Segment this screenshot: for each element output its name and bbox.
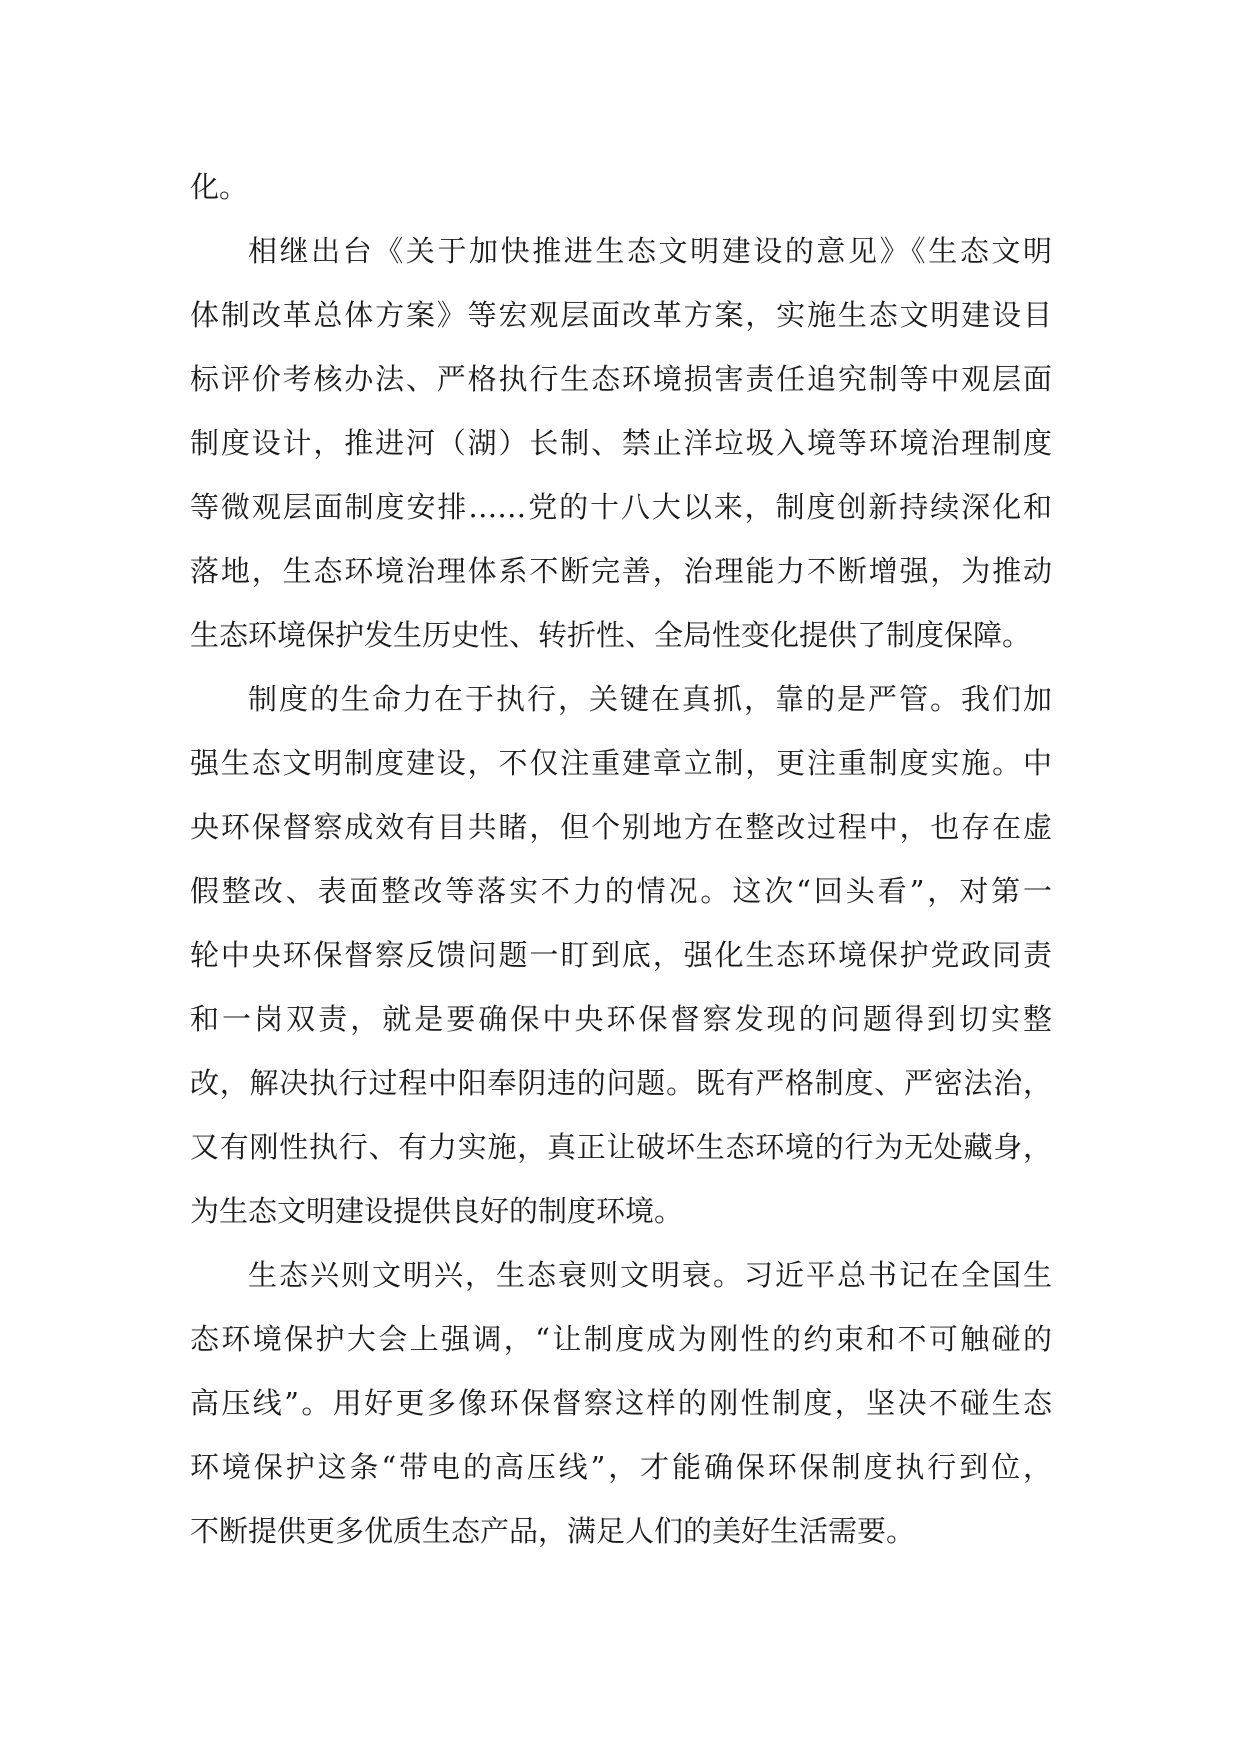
paragraph-2-line-2: 体制改革总体方案》等宏观层面改革方案，实施生态文明建设目 xyxy=(190,298,1052,332)
paragraph-4-line-1: 生态兴则文明兴，生态衰则文明衰。习近平总书记在全国生 xyxy=(248,1258,1052,1292)
paragraph-3-line-4: 假整改、表面整改等落实不力的情况。这次“回头看”，对第一 xyxy=(190,874,1052,908)
paragraph-3-line-5: 轮中央环保督察反馈问题一盯到底，强化生态环境保护党政同责 xyxy=(190,938,1052,972)
paragraph-3-line-6: 和一岗双责，就是要确保中央环保督察发现的问题得到切实整 xyxy=(190,1002,1052,1036)
paragraph-3-line-3: 央环保督察成效有目共睹，但个别地方在整改过程中，也存在虚 xyxy=(190,810,1052,844)
paragraph-2-line-7: 生态环境保护发生历史性、转折性、全局性变化提供了制度保障。 xyxy=(190,618,1032,652)
paragraph-3-line-7: 改，解决执行过程中阳奉阴违的问题。既有严格制度、严密法治， xyxy=(190,1066,1052,1100)
paragraph-3-line-1: 制度的生命力在于执行，关键在真抓，靠的是严管。我们加 xyxy=(248,682,1052,716)
paragraph-4-line-4: 环境保护这条“带电的高压线”，才能确保环保制度执行到位， xyxy=(190,1450,1052,1484)
paragraph-3-line-9: 为生态文明建设提供良好的制度环境。 xyxy=(190,1194,684,1228)
paragraph-1-line-1: 化。 xyxy=(190,170,249,204)
paragraph-2-line-3: 标评价考核办法、严格执行生态环境损害责任追究制等中观层面 xyxy=(190,362,1052,396)
paragraph-4-line-5: 不断提供更多优质生态产品，满足人们的美好生活需要。 xyxy=(190,1514,916,1548)
paragraph-3-line-8: 又有刚性执行、有力实施，真正让破坏生态环境的行为无处藏身， xyxy=(190,1130,1052,1164)
paragraph-2-line-6: 落地，生态环境治理体系不断完善，治理能力不断增强，为推动 xyxy=(190,554,1052,588)
paragraph-2-line-5: 等微观层面制度安排……党的十八大以来，制度创新持续深化和 xyxy=(190,490,1052,524)
paragraph-2-line-4: 制度设计，推进河（湖）长制、禁止洋垃圾入境等环境治理制度 xyxy=(190,426,1052,460)
paragraph-4-line-3: 高压线”。用好更多像环保督察这样的刚性制度，坚决不碰生态 xyxy=(190,1386,1052,1420)
paragraph-3-line-2: 强生态文明制度建设，不仅注重建章立制，更注重制度实施。中 xyxy=(190,746,1052,780)
paragraph-4-line-2: 态环境保护大会上强调，“让制度成为刚性的约束和不可触碰的 xyxy=(190,1322,1052,1356)
body-text xyxy=(190,155,1052,1563)
paragraph-2-line-1: 相继出台《关于加快推进生态文明建设的意见》《生态文明 xyxy=(248,234,1052,268)
